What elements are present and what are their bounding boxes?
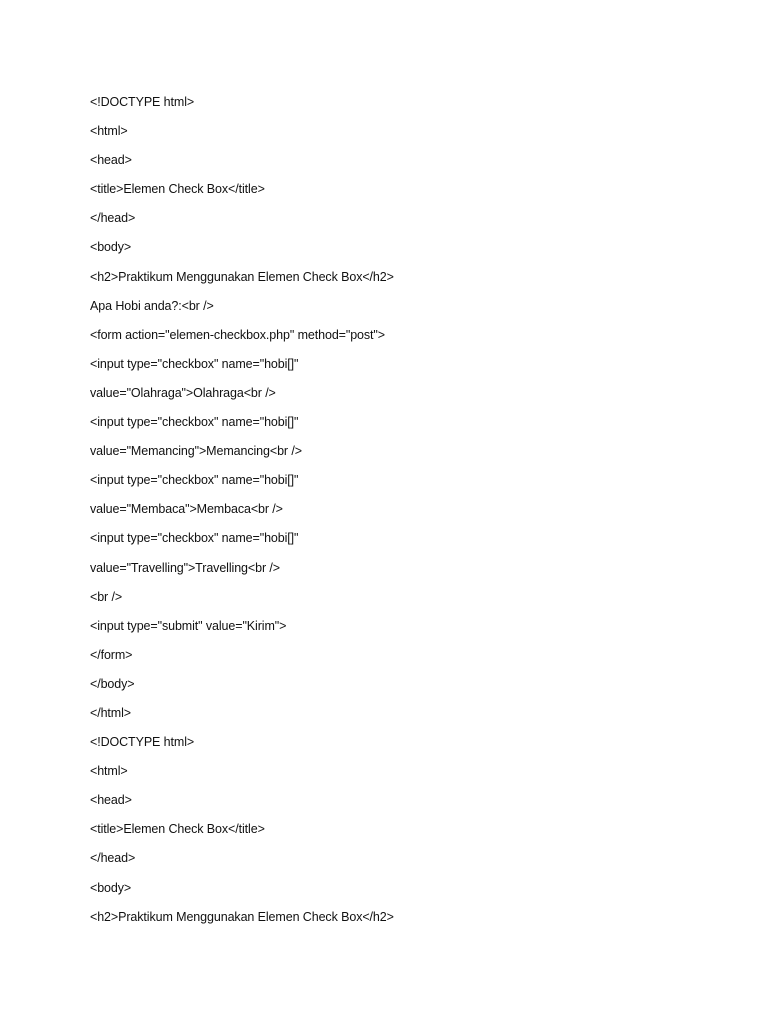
code-line: <title>Elemen Check Box</title>	[90, 822, 265, 837]
code-line: <h2>Praktikum Menggunakan Elemen Check Box</h2>	[90, 909, 394, 924]
code-line: <body>	[90, 240, 132, 255]
code-line: </body>	[90, 676, 135, 691]
code-line: <form action="elemen-checkbox.php" method="post">	[90, 327, 385, 342]
code-line: <html>	[90, 124, 128, 139]
code-line: <input type="checkbox" name="hobi[]"	[90, 415, 299, 430]
code-line: value="Olahraga">Olahraga<br />	[90, 385, 276, 400]
code-line: <!DOCTYPE html>	[90, 735, 195, 750]
code-line: </form>	[90, 647, 133, 662]
code-line: <head>	[90, 153, 132, 168]
code-line: </head>	[90, 211, 136, 226]
code-line: <input type="checkbox" name="hobi[]"	[90, 473, 299, 488]
code-line: Apa Hobi anda?:<br />	[90, 298, 214, 313]
code-line: value="Membaca">Membaca<br />	[90, 502, 283, 517]
code-line: <html>	[90, 764, 128, 779]
code-line: <br />	[90, 589, 123, 604]
code-line: <h2>Praktikum Menggunakan Elemen Check Box</h2>	[90, 269, 394, 284]
code-line: <!DOCTYPE html>	[90, 95, 195, 109]
code-line: <input type="checkbox" name="hobi[]"	[90, 356, 299, 371]
code-line: <title>Elemen Check Box</title>	[90, 182, 265, 197]
code-line: <body>	[90, 880, 132, 895]
code-line: <input type="checkbox" name="hobi[]"	[90, 531, 299, 546]
code-line: <input type="submit" value="Kirim">	[90, 618, 287, 633]
code-line: </head>	[90, 851, 136, 866]
code-line: value="Memancing">Memancing<br />	[90, 444, 302, 459]
code-line: </html>	[90, 705, 131, 720]
code-line: <head>	[90, 793, 132, 808]
code-listing	[90, 93, 394, 937]
code-line: value="Travelling">Travelling<br />	[90, 560, 280, 575]
